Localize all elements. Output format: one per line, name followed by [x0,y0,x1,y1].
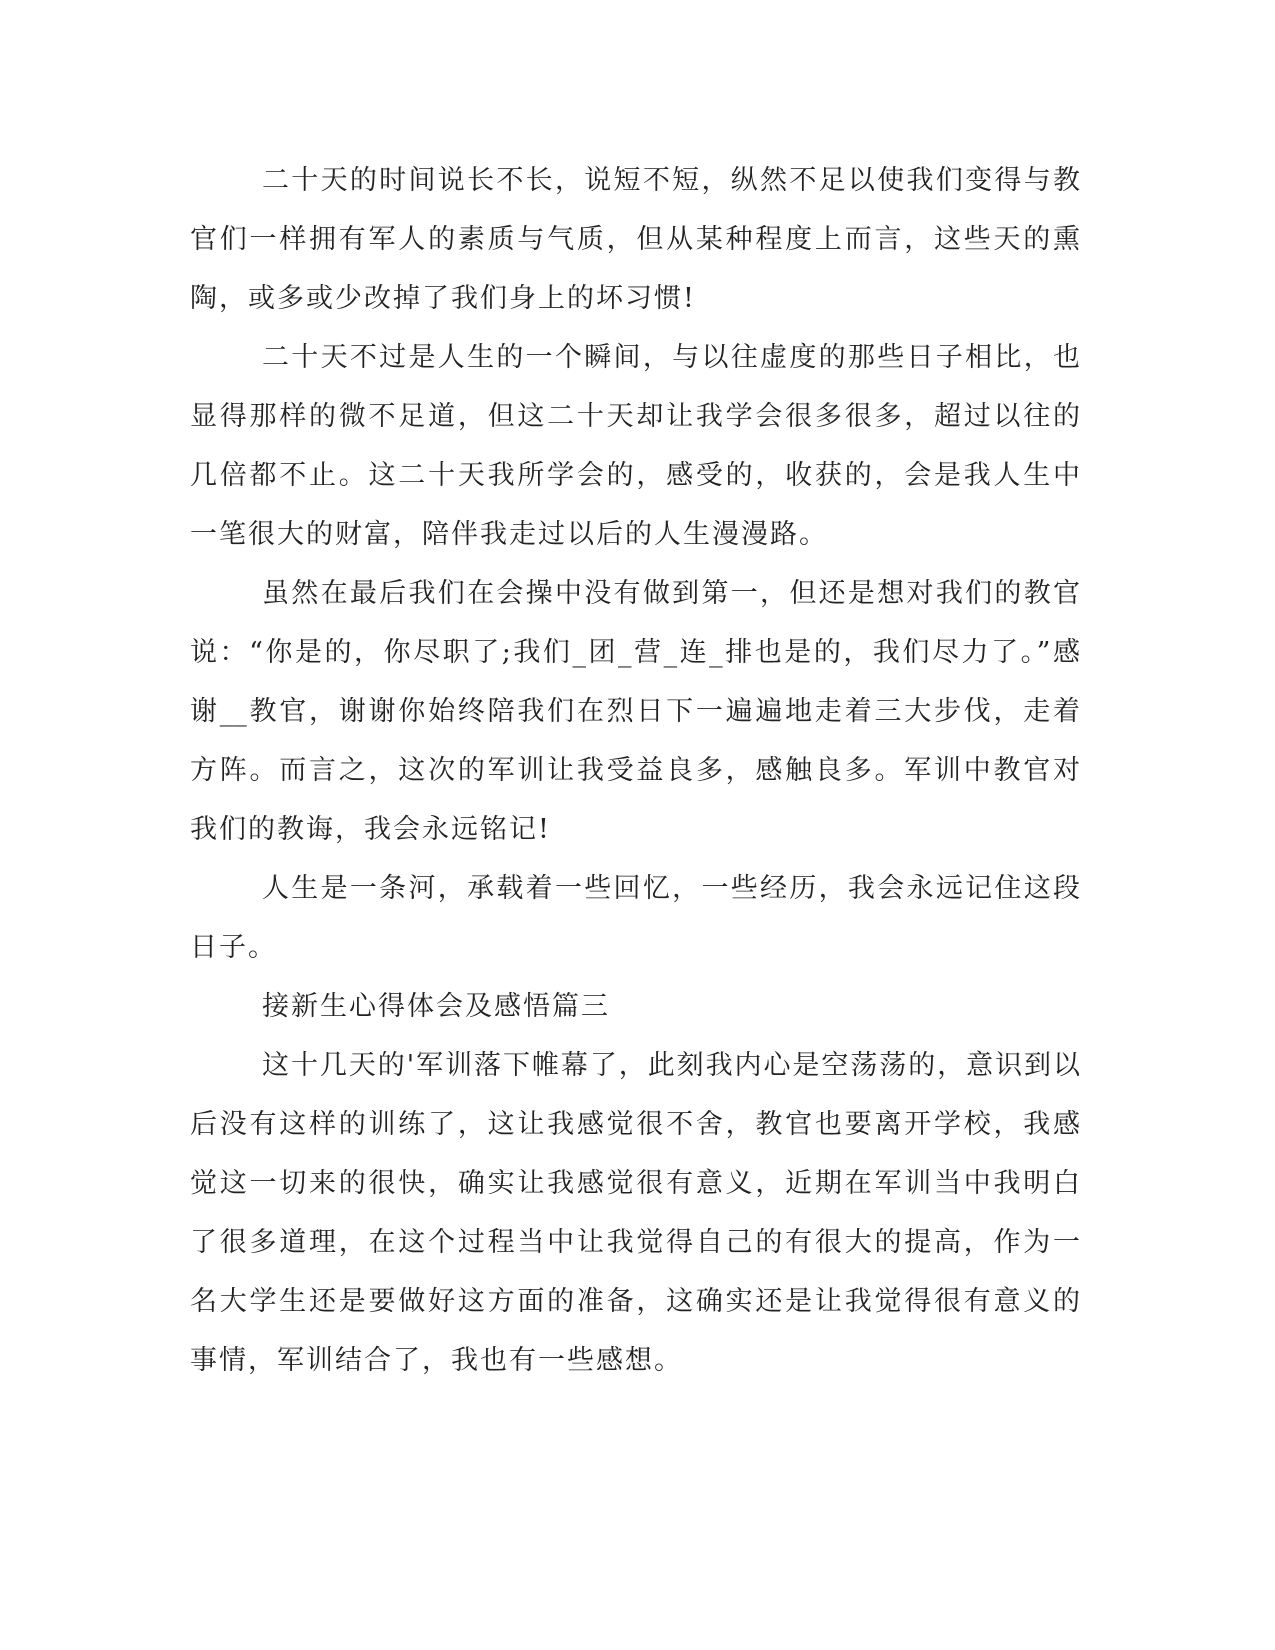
paragraph-3-line-1: 虽然在最后我们在会操中没有做到第一，但还是想对我们的教官 [262,578,1080,609]
paragraph-5-line-3: 觉这一切来的很快，确实让我感觉很有意义，近期在军训当中我明白 [190,1168,1080,1199]
paragraph-4-line-2: 日子。 [190,932,277,963]
paragraph-3-line-5: 我们的教诲，我会永远铭记! [190,814,551,845]
paragraph-5-line-1: 这十几天的'军训落下帷幕了，此刻我内心是空荡荡的，意识到以 [262,1050,1080,1081]
paragraph-5-line-5: 名大学生还是要做好这方面的准备，这确实还是让我觉得很有意义的 [190,1286,1080,1317]
paragraph-2-line-1: 二十天不过是人生的一个瞬间，与以往虚度的那些日子相比，也 [262,342,1080,373]
paragraph-5-line-2: 后没有这样的训练了，这让我感觉很不舍，教官也要离开学校，我感 [190,1109,1080,1140]
section-heading: 接新生心得体会及感悟篇三 [262,991,610,1022]
paragraph-2-line-3: 几倍都不止。这二十天我所学会的，感受的，收获的，会是我人生中 [190,460,1080,491]
paragraph-5-line-6: 事情，军训结合了，我也有一些感想。 [190,1345,683,1376]
paragraph-2-line-4: 一笔很大的财富，陪伴我走过以后的人生漫漫路。 [190,519,828,550]
paragraph-1-line-3: 陶，或多或少改掉了我们身上的坏习惯! [190,283,696,314]
paragraph-5-line-4: 了很多道理，在这个过程当中让我觉得自己的有很大的提高，作为一 [190,1227,1080,1258]
paragraph-1-line-1: 二十天的时间说长不长，说短不短，纵然不足以使我们变得与教 [262,165,1080,196]
paragraph-2-line-2: 显得那样的微不足道，但这二十天却让我学会很多很多，超过以往的 [190,401,1080,432]
paragraph-1-line-2: 官们一样拥有军人的素质与气质，但从某种程度上而言，这些天的熏 [190,224,1080,255]
paragraph-3-line-3: 谢__教官，谢谢你始终陪我们在烈日下一遍遍地走着三大步伐，走着 [190,696,1080,727]
paragraph-4-line-1: 人生是一条河，承载着一些回忆，一些经历，我会永远记住这段 [262,873,1080,904]
paragraph-3-line-2: 说：“你是的，你尽职了;我们_团_营_连_排也是的，我们尽力了。”感 [190,637,1080,668]
paragraph-3-line-4: 方阵。而言之，这次的军训让我受益良多，感触良多。军训中教官对 [190,755,1080,786]
